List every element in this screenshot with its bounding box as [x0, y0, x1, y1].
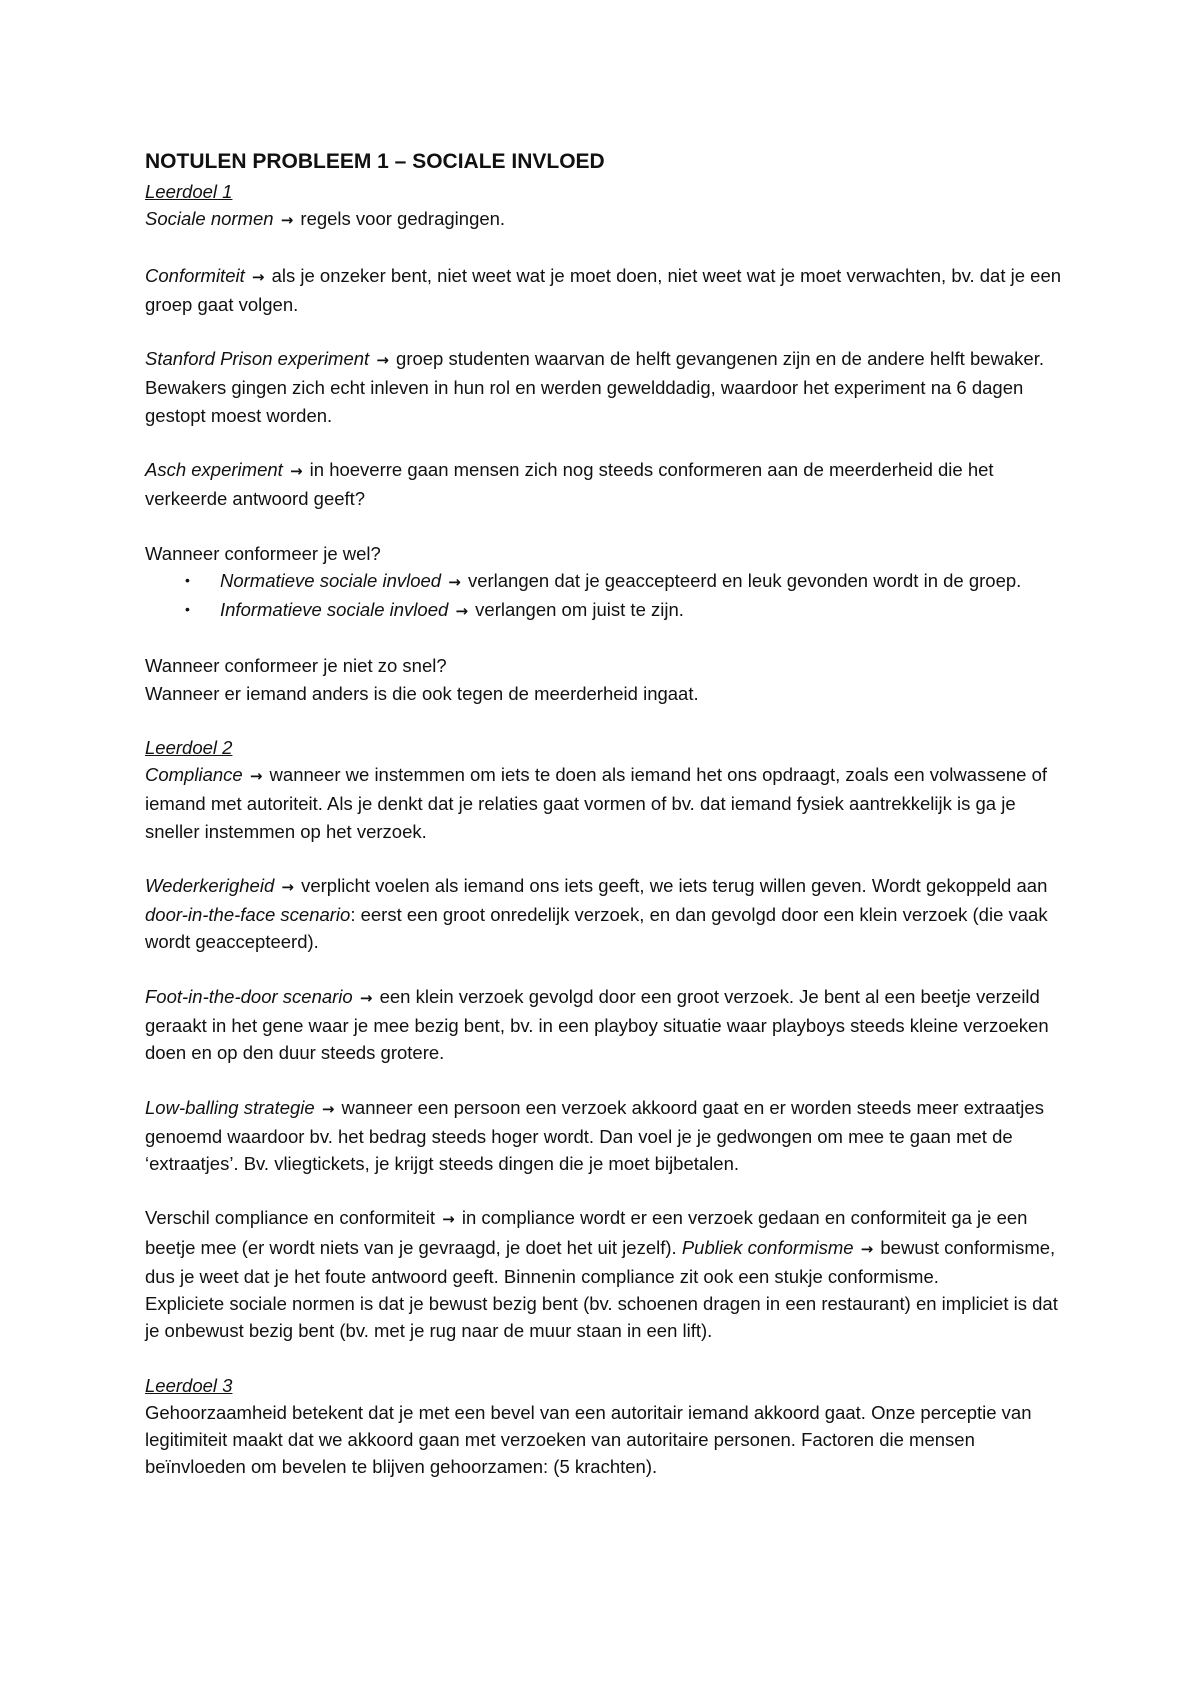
arrow-icon: → — [321, 1099, 335, 1118]
term-conformiteit: Conformiteit — [145, 264, 245, 286]
section-heading-leerdoel-3: Leerdoel 3 — [145, 1374, 233, 1396]
text-informatieve: verlangen om juist te zijn. — [475, 598, 684, 620]
question-wanneer-wel: Wanneer conformeer je wel? — [145, 542, 381, 564]
text-wederkerigheid-b: : eerst een groot onredelijk verzoek, en dan gevolgd door een klein verzoek (die vaak wordt geaccepteerd). — [145, 904, 1048, 953]
document-title: NOTULEN PROBLEEM 1 – SOCIALE INVLOED — [145, 150, 605, 173]
text-publiek-conformisme: bewust conformisme, dus je weet dat je het foute antwoord geeft. Binnenin compliance zit ook een stukje conformisme. — [145, 1236, 1056, 1287]
arrow-icon: → — [249, 767, 263, 786]
term-foot-in-the-door: Foot-in-the-door scenario — [145, 985, 353, 1007]
text-stanford: groep studenten waarvan de helft gevangenen zijn en de andere helft bewaker. Bewakers gingen zich echt inleven in hun rol en werden gewelddadig, waardoor het experiment na 6 dagen gestopt moest worden. — [145, 348, 1045, 426]
paragraph-sociale-normen — [145, 205, 1075, 234]
arrow-icon: → — [455, 601, 469, 620]
paragraph-expliciet: Expliciete sociale normen is dat je bewust bezig bent (bv. schoenen dragen in een restaurant) en impliciet is dat je onbewust bezig bent (bv. met je rug naar de muur staan in een lift). — [145, 1292, 1058, 1342]
text-verschil-b: in compliance wordt er een verzoek gedaan en conformiteit ga je een beetje mee (er wordt niets van je gevraagd, je doet het uit jezelf). — [145, 1207, 1028, 1258]
answer-wanneer-niet: Wanneer er iemand anders is die ook tegen de meerderheid ingaat. — [145, 682, 699, 704]
arrow-icon: → — [442, 1210, 455, 1229]
term-publiek-conformisme: Publiek conformisme — [681, 1236, 854, 1258]
arrow-icon: → — [448, 572, 461, 591]
text-verschil-a: Verschil compliance en conformiteit — [145, 1207, 435, 1229]
bullet-icon: • — [185, 571, 190, 588]
arrow-icon: → — [280, 211, 294, 230]
text-compliance: wanneer we instemmen om iets te doen als iemand het ons opdraagt, zoals een volwassene of iemand met autoriteit. Als je denkt dat je relaties gaat vormen of bv. dat iemand fysiek aantrekkelijk is ga je sneller instemmen op het verzoek. — [145, 764, 1047, 842]
term-compliance: Compliance — [145, 764, 243, 786]
text-foot-in-the-door: een klein verzoek gevolgd door een groot verzoek. Je bent al een beetje verzeild geraakt in het gene waar je mee bezig bent, bv. in een playboy situatie waar playboys steeds kleine verzoeken doen en op den duur steeds grotere. — [145, 985, 1049, 1064]
paragraph-low-balling — [145, 1094, 1075, 1178]
paragraph-stanford — [145, 345, 1075, 429]
arrow-icon: → — [251, 267, 265, 286]
term-normatieve: Normatieve sociale invloed — [220, 569, 442, 591]
term-low-balling: Low-balling strategie — [145, 1096, 315, 1118]
text-low-balling: wanneer een persoon een verzoek akkoord gaat en er worden steeds meer extraatjes genoemd waardoor bv. het bedrag steeds hoger wordt. Dan voel je je gedwongen om mee te gaan met de ‘extraatjes’. Bv. vliegtickets, je krijgt steeds dingen die je moet bijbetalen. — [145, 1096, 1044, 1174]
term-asch: Asch experiment — [145, 458, 283, 480]
text-sociale-normen: regels voor gedragingen. — [300, 208, 506, 230]
paragraph-compliance — [145, 761, 1075, 845]
document-body — [145, 146, 1075, 1480]
term-wederkerigheid: Wederkerigheid — [145, 874, 275, 896]
question-wanneer-niet: Wanneer conformeer je niet zo snel? — [145, 655, 447, 677]
arrow-icon: → — [860, 1239, 874, 1258]
arrow-icon: → — [281, 877, 294, 896]
bullet-icon: • — [185, 600, 190, 617]
arrow-icon: → — [359, 988, 373, 1007]
section-heading-leerdoel-2: Leerdoel 2 — [145, 736, 233, 758]
text-wederkerigheid-a: verplicht voelen als iemand ons iets geeft, we iets terug willen geven. Wordt gekoppeld aan — [301, 874, 1048, 896]
section-heading-leerdoel-1: Leerdoel 1 — [145, 181, 233, 202]
term-door-in-the-face: door-in-the-face scenario — [145, 904, 351, 926]
term-stanford: Stanford Prison experiment — [145, 348, 370, 370]
paragraph-gehoorzaamheid: Gehoorzaamheid betekent dat je met een bevel van een autoritair iemand akkoord gaat. Onze perceptie van legitimiteit maakt dat we akkoord gaan met verzoeken van autoritaire personen. Factoren die mensen beïnvloeden om bevelen te blijven gehoorzamen: (5 krachten). — [145, 1401, 1032, 1478]
list-item — [145, 596, 1075, 625]
text-asch: in hoeverre gaan mensen zich nog steeds conformeren aan de meerderheid die het verkeerde antwoord geeft? — [145, 458, 994, 510]
paragraph-wederkerigheid — [145, 872, 1075, 956]
arrow-icon: → — [376, 351, 389, 370]
term-informatieve: Informatieve sociale invloed — [220, 598, 449, 620]
paragraph-asch — [145, 456, 1075, 512]
term-sociale-normen: Sociale normen — [145, 208, 274, 230]
text-normatieve: verlangen dat je geaccepteerd en leuk gevonden wordt in de groep. — [467, 569, 1022, 591]
paragraph-verschil — [145, 1204, 1075, 1290]
text-conformiteit: als je onzeker bent, niet weet wat je moet doen, niet weet wat je moet verwachten, bv. dat je een groep gaat volgen. — [145, 264, 1062, 315]
bullet-list — [145, 567, 1075, 625]
paragraph-conformiteit — [145, 262, 1075, 318]
list-item — [145, 567, 1075, 596]
paragraph-foot-in-the-door — [145, 983, 1075, 1067]
arrow-icon: → — [289, 461, 303, 480]
